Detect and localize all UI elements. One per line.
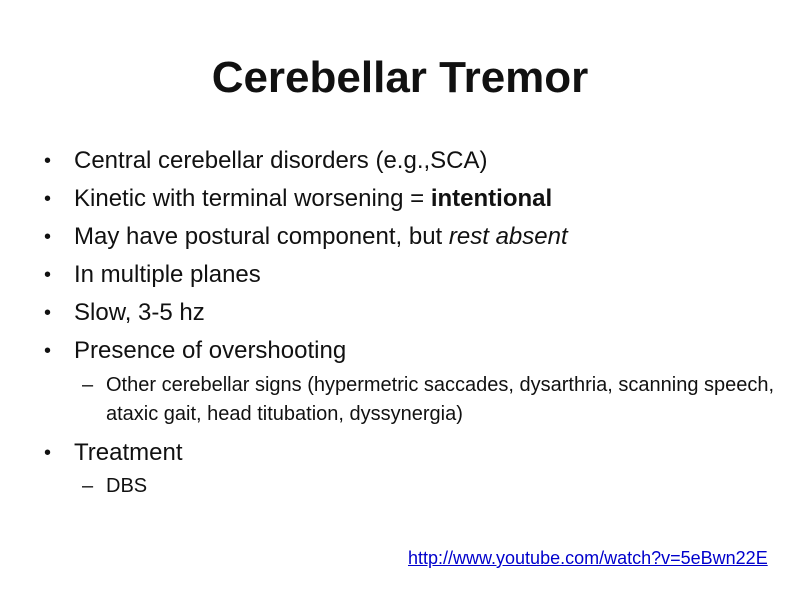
dash-icon: –	[82, 374, 94, 396]
bullet-emphasis-italic: rest absent	[448, 223, 568, 250]
sub-bullet-item	[40, 371, 780, 429]
bullet-text: Presence of overshooting	[74, 337, 347, 364]
youtube-link[interactable]: http://www.youtube.com/watch?v=5eBwn22E	[408, 548, 768, 568]
sub-bullet-list	[40, 472, 780, 501]
bullet-text: Treatment	[74, 439, 183, 466]
bullet-item	[40, 218, 780, 256]
bullet-icon: •	[44, 188, 52, 210]
sub-bullet-text: DBS	[106, 475, 148, 497]
sub-list-item	[40, 371, 780, 429]
bullet-text: Kinetic with terminal worsening =	[74, 185, 431, 212]
bullet-text: May have postural component, but	[74, 223, 449, 250]
bullet-icon: •	[44, 442, 52, 464]
bullet-item	[40, 332, 780, 370]
sub-bullet-item	[40, 472, 780, 501]
sub-bullet-text: Other cerebellar signs (hypermetric saccades, dysarthria, scanning speech, ataxic gait, head titubation, dyssynergia)	[106, 374, 775, 425]
sub-bullet-list	[40, 371, 780, 429]
sub-list-item	[40, 472, 780, 501]
bullet-list	[40, 142, 780, 501]
bullet-text: Central cerebellar disorders (e.g.,SCA)	[74, 147, 488, 174]
slide-title: Cerebellar Tremor	[211, 53, 589, 102]
bullet-item	[40, 180, 780, 218]
bullet-icon: •	[44, 150, 52, 172]
bullet-icon: •	[44, 340, 52, 362]
dash-icon: –	[82, 475, 94, 497]
bullet-item	[40, 142, 780, 180]
bullet-icon: •	[44, 302, 52, 324]
bullet-item	[40, 294, 780, 332]
bullet-icon: •	[44, 264, 52, 286]
bullet-icon: •	[44, 226, 52, 248]
bullet-emphasis-bold: intentional	[430, 185, 553, 212]
bullet-text: In multiple planes	[74, 261, 261, 288]
bullet-text: Slow, 3-5 hz	[74, 299, 205, 326]
bullet-item	[40, 256, 780, 294]
bullet-item	[40, 434, 780, 472]
